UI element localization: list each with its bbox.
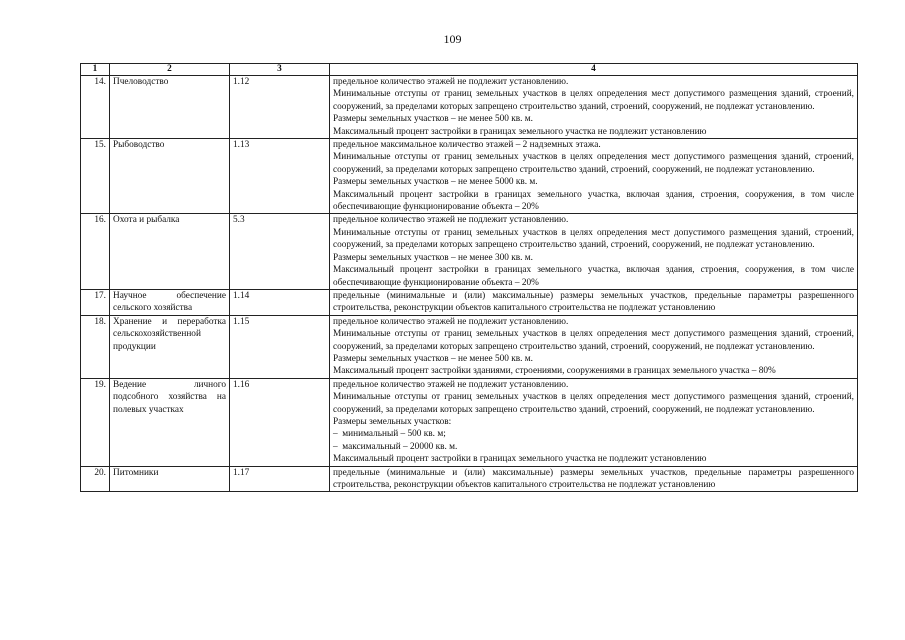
parameter-line: – минимальный – 500 кв. м; [333,429,446,440]
parameter-line: предельные (минимальные и (или) максимальные) размеры земельных участков, предельные параметры разрешенного строительства, реконструкции объектов капитального строительства не подлежат установлению [333,290,854,314]
row-number: 19. [81,378,110,466]
table-header-row [81,64,858,76]
land-use-name: Питомники [110,466,230,492]
column-header-3: 3 [230,64,330,76]
table-row [81,378,858,466]
land-use-code: 1.14 [230,289,330,315]
land-use-code: 1.12 [230,76,330,139]
land-use-code: 1.13 [230,139,330,214]
land-use-name: Хранение и переработка сельскохозяйственной продукции [110,315,230,378]
parameters-cell [330,289,858,315]
land-use-name: Охота и рыбалка [110,214,230,289]
column-header-4: 4 [330,64,858,76]
parameter-line: предельные (минимальные и (или) максимальные) размеры земельных участков, предельные параметры разрешенного строительства, реконструкции объектов капитального строительства не подлежат установлению [333,467,854,490]
parameter-line: Максимальный процент застройки в границах земельного участка не подлежит установлению [333,454,707,465]
column-header-1: 1 [81,64,110,76]
land-use-table [80,63,858,492]
row-number: 14. [81,76,110,139]
row-number: 17. [81,289,110,315]
table-body [81,76,858,492]
table-row [81,76,858,139]
row-number: 16. [81,214,110,289]
parameter-line: Размеры земельных участков – не менее 300 кв. м. [333,252,533,263]
table-row [81,315,858,378]
parameter-line: Размеры земельных участков – не менее 5000 кв. м. [333,177,538,188]
parameters-cell [330,315,858,378]
table-row [81,139,858,214]
land-use-code: 5.3 [230,214,330,289]
parameter-line: Максимальный процент застройки в границах земельного участка, включая здания, строения, сооружения, в том числе обеспечивающие функционирование объекта – 20% [333,265,854,288]
parameter-line: – максимальный – 20000 кв. м. [333,441,458,452]
land-use-name: Научное обеспечение сельского хозяйства [110,289,230,315]
page-number: 109 [443,32,462,46]
column-header-2: 2 [110,64,230,76]
row-number: 18. [81,315,110,378]
parameter-line: предельное количество этажей не подлежит установлению. [333,77,569,87]
parameter-line: Минимальные отступы от границ земельных участков в целях определения мест допустимого размещения зданий, строений, сооружений, за пределами которых запрещено строительство зданий, строений, сооружений, не подлежат установлению. [333,89,854,112]
parameters-cell [330,214,858,289]
land-use-name: Пчеловодство [110,76,230,139]
parameters-cell [330,466,858,492]
parameter-line: Минимальные отступы от границ земельных участков в целях определения мест допустимого размещения зданий, строений, сооружений, за пределами которых запрещено строительство зданий, строений, сооружений, не подлежат установлению. [333,392,854,415]
parameter-line: предельное количество этажей не подлежит установлению. [333,316,569,327]
parameter-line: Максимальный процент застройки зданиями, строениями, сооружениями в границах земельного участка – 80% [333,366,776,377]
land-use-name: Ведение личного подсобного хозяйства на полевых участках [110,378,230,466]
parameter-line: предельное количество этажей не подлежит установлению. [333,215,569,226]
parameter-line: предельное количество этажей не подлежит установлению. [333,379,569,390]
land-use-name: Рыбоводство [110,139,230,214]
parameter-line: предельное максимальное количество этажей – 2 надземных этажа. [333,140,601,151]
parameters-cell [330,378,858,466]
land-use-code: 1.15 [230,315,330,378]
parameter-line: Максимальный процент застройки в границах земельного участка не подлежит установлению [333,126,707,137]
parameter-line: Размеры земельных участков: [333,416,452,427]
row-number: 20. [81,466,110,492]
land-use-code: 1.17 [230,466,330,492]
parameter-line: Размеры земельных участков – не менее 500 кв. м. [333,114,533,125]
parameter-line: Максимальный процент застройки в границах земельного участка, включая здания, строения, сооружения, в том числе обеспечивающие функционирование объекта – 20% [333,189,854,213]
row-number: 15. [81,139,110,214]
land-use-code: 1.16 [230,378,330,466]
parameter-line: Размеры земельных участков – не менее 500 кв. м. [333,353,533,364]
table-row [81,214,858,289]
table-row [81,466,858,492]
parameters-cell [330,139,858,214]
parameter-line: Минимальные отступы от границ земельных участков в целях определения мест допустимого размещения зданий, строений, сооружений, за пределами которых запрещено строительство зданий, строений, сооружений, не подлежат установлению. [333,152,854,175]
parameters-cell [330,76,858,139]
parameter-line: Минимальные отступы от границ земельных участков в целях определения мест допустимого размещения зданий, строений, сооружений, за пределами которых запрещено строительство зданий, строений, сооружений, не подлежат установлению. [333,227,854,251]
parameter-line: Минимальные отступы от границ земельных участков в целях определения мест допустимого размещения зданий, строений, сооружений, за пределами которых запрещено строительство зданий, строений, сооружений, не подлежат установлению. [333,329,854,352]
table-row [81,289,858,315]
